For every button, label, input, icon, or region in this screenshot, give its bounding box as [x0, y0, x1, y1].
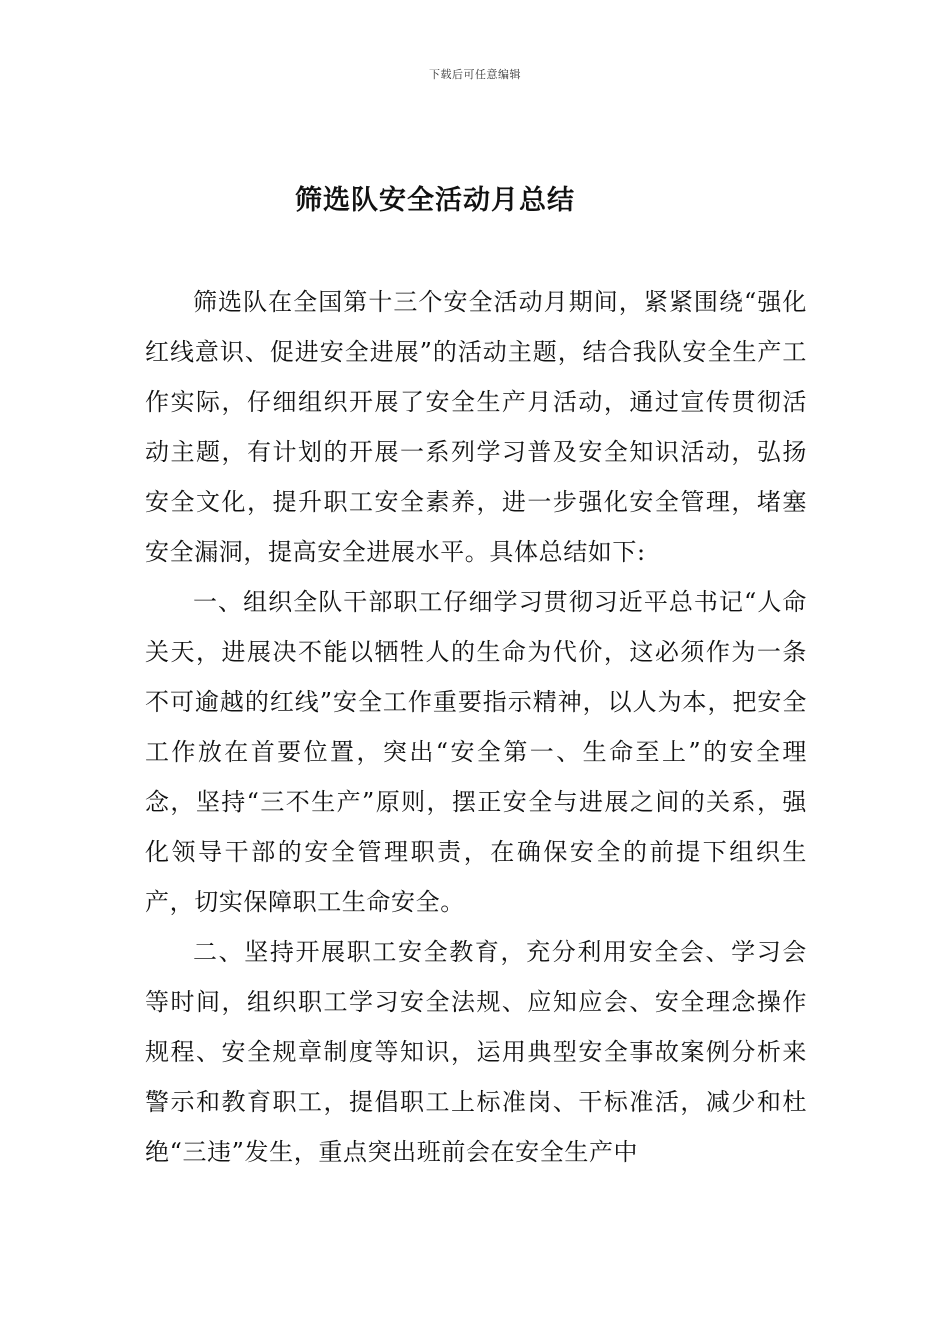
paragraph-intro: 筛选队在全国第十三个安全活动月期间，紧紧围绕“强化红线意识、促进安全进展”的活动主题，结合我队安全生产工作实际，仔细组织开展了安全生产月活动，通过宣传贯彻活动主题，有计划的开展一系列学习普及安全知识活动，弘扬安全文化，提升职工安全素养，进一步强化安全管理，堵塞安全漏洞，提高安全进展水平。具体总结如下:: [145, 288, 807, 566]
document-title: 筛选队安全活动月总结: [295, 185, 575, 216]
paragraph-section-2: 二、坚持开展职工安全教育，充分利用安全会、学习会等时间，组织职工学习安全法规、应知应会、安全理念操作规程、安全规章制度等知识，运用典型安全事故案例分析来警示和教育职工，提倡职工上标准岗、干标准活，减少和杜绝“三违”发生，重点突出班前会在安全生产中: [145, 938, 807, 1166]
paragraph-section-1: 一、组织全队干部职工仔细学习贯彻习近平总书记“人命关天，进展决不能以牺牲人的生命为代价，这必须作为一条不可逾越的红线”安全工作重要指示精神，以人为本，把安全工作放在首要位置，突出“安全第一、生命至上”的安全理念，坚持“三不生产”原则，摆正安全与进展之间的关系，强化领导干部的安全管理职责，在确保安全的前提下组织生产，切实保障职工生命安全。: [145, 588, 807, 916]
header-note: 下载后可任意编辑: [429, 68, 521, 81]
document-body: [145, 277, 807, 1177]
